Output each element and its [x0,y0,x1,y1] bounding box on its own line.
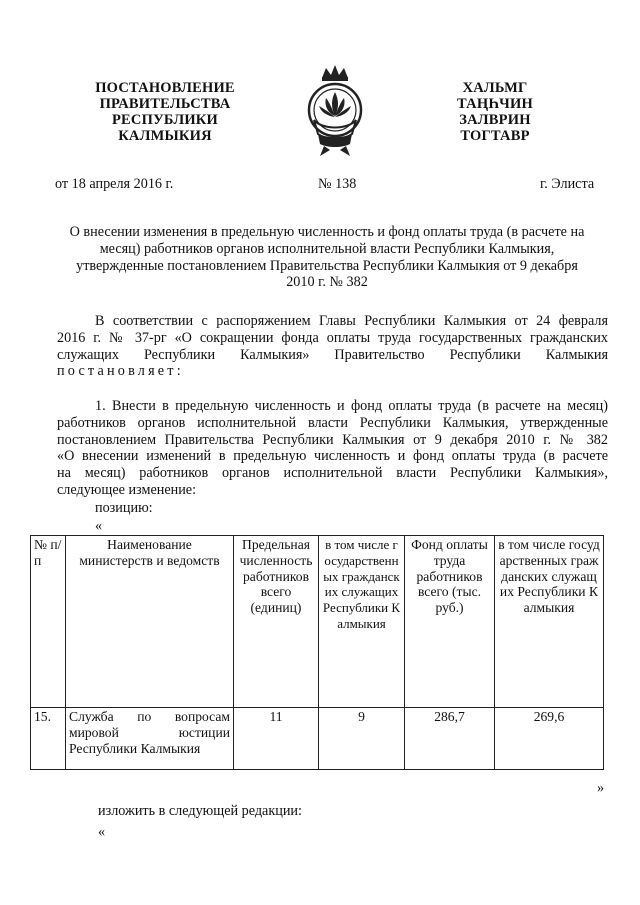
row-num: 15. [31,708,66,770]
document-title [44,224,610,291]
open-quote: « [95,518,103,534]
item-line: работников органов исполнительной власти Республики Калмыкия, утвержденные [57,414,608,431]
document-date: от 18 апреля 2016 г. [55,176,174,192]
preamble-line: постановляет: [57,363,184,380]
table-row [31,708,604,770]
header-right-line: ЗАЛВРИН [459,112,531,128]
position-label: позицию: [95,500,153,516]
header-right-line: ТАҢҺЧИН [457,96,533,112]
preamble-line: В соответствии с распоряжением Главы Республики Калмыкия от 24 февраля [95,313,608,329]
header-cell-name: Наименование министерств и ведомств [66,536,234,708]
header-cell-fund-total: Фонд оплаты труда работников всего (тыс. руб.) [405,536,495,708]
row-fund-civil: 269,6 [495,708,604,770]
preamble-paragraph [57,313,608,380]
header-right-line: ТОГТАВР [460,128,530,144]
header-cell-fund-civil: в том числе государственных гражданских служащих Республики Калмыкия [495,536,604,708]
item-1-paragraph [57,398,608,499]
header-left-line: ПРАВИТЕЛЬСТВА [99,96,231,112]
item-line: «О внесении изменений в предельную численность и фонд оплаты труда (в расчете [57,448,608,465]
table-header-row [31,536,604,708]
open-quote-2: « [98,824,106,840]
header-right-block [420,80,570,144]
header-cell-total: Предельная численность работников всего (единиц) [234,536,319,708]
preamble-line: 2016 г. № 37-рг «О сокращении фонда оплаты труда государственных гражданских [57,329,608,346]
row-total: 11 [234,708,319,770]
document-number: № 138 [318,176,357,192]
item-line: на месяц) работников органов исполнительной власти Республики Калмыкия», [57,465,608,482]
row-fund-total: 286,7 [405,708,495,770]
header-right-line: ХАЛЬМГ [462,80,528,96]
preamble-line: служащих Республики Калмыкия» Правительство Республики Калмыкия [57,346,608,363]
item-line: 1. Внести в предельную численность и фонд оплаты труда (в расчете на месяц) [95,398,608,414]
document-city: г. Элиста [540,176,595,192]
item-line: постановлением Правительства Республики Калмыкия от 9 декабря 2010 г. № 382 [57,431,608,448]
row-civil: 9 [319,708,405,770]
title-line: месяц) работников органов исполнительной власти Республики Калмыкия, [99,240,555,257]
item-line: следующее изменение: [57,481,197,498]
header-cell-civil: в том числе государственных гражданских служащих Республики Калмыкия [319,536,405,708]
header-left-line: КАЛМЫКИЯ [118,128,212,144]
close-quote: » [597,780,605,796]
header-left-block [75,80,255,144]
header-left-line: РЕСПУБЛИКИ [111,112,219,128]
title-line: утвержденные постановлением Правительства Республики Калмыкия от 9 декабря [76,257,578,274]
row-name: Служба по вопросам мировой юстиции Республики Калмыкия [66,708,234,770]
after-table-text: изложить в следующей редакции: [98,803,302,819]
title-line: О внесении изменения в предельную численность и фонд оплаты труда (в расчете на [69,224,585,240]
header-cell-num: № п/п [31,536,66,708]
coat-of-arms-icon [300,60,370,160]
title-line: 2010 г. № 382 [286,274,368,291]
staffing-table [30,535,604,770]
header-left-line: ПОСТАНОВЛЕНИЕ [95,80,235,96]
